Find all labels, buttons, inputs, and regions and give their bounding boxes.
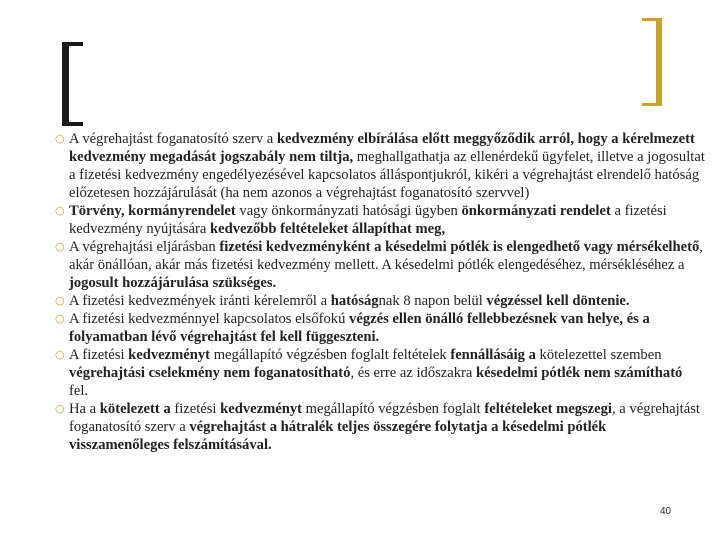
ring-bullet-icon: ○ [55, 294, 65, 307]
ring-bullet-icon: ○ [55, 204, 65, 217]
bold-text: végrehajtási cselekmény nem foganatosítható [69, 365, 351, 381]
bold-text: kedvezőbb feltételeket állapíthat meg, [210, 221, 446, 237]
ring-bullet-icon: ○ [55, 132, 65, 145]
body-text: A végrehajtási eljárásban [69, 239, 220, 255]
ring-bullet-icon: ○ [55, 312, 65, 325]
body-text: fizetési [170, 401, 221, 417]
bold-text: jogosult hozzájárulása szükséges. [69, 275, 277, 291]
ring-bullet-icon: ○ [55, 240, 65, 253]
body-text: Ha a [69, 401, 100, 417]
bold-text: végzéssel kell döntenie. [486, 293, 630, 309]
bold-text: kedvezményt [128, 347, 211, 363]
bold-text: kedvezményt [220, 401, 303, 417]
body-text: megállapító végzésben foglalt [302, 401, 485, 417]
bold-text: késedelmi pótlék nem számítható [476, 365, 683, 381]
bold-text: önkormányzati rendelet [461, 203, 611, 219]
body-text: kötelezettel szemben [535, 347, 662, 363]
list-item [55, 292, 705, 310]
bullet-list [55, 130, 705, 454]
body-text: a fizetési kedvezmény nyújtására [69, 203, 667, 237]
body-text: megállapító végzésben foglalt feltételek [210, 347, 451, 363]
body-text: , és erre az időszakra [350, 365, 477, 381]
body-text: meghallgathatja az ellenérdekű ügyfelet, illetve a jogosultat a fizetési kedvezmény engedélyezésével kapcsolatos álláspontjukról, kikéri a végrehajtást elrendelő hatóság előzetesen hozzájárulását (ha nem azonos a végrehajtást foganatosító szervvel) [69, 149, 705, 201]
bold-text: kötelezett a [99, 401, 171, 417]
bold-text: fennállásáig a [450, 347, 536, 363]
ring-bullet-icon: ○ [55, 348, 65, 361]
bold-text: fizetési kedvezményként a késedelmi pótlék is elengedhető vagy mérsékelhető [219, 239, 700, 255]
body-text: , a végrehajtást foganatosító szerv a [69, 401, 700, 435]
left-bracket-decoration [62, 42, 83, 126]
right-bracket-decoration [642, 18, 662, 106]
body-text: , akár önállóan, akár más fizetési kedvezmény mellett. A késedelmi pótlék elengedéséhez, mérsékléséhez a [69, 239, 703, 273]
body-text: fel. [69, 383, 89, 399]
list-item [55, 310, 705, 346]
body-text: nak 8 napon belül [378, 293, 487, 309]
page-number: 40 [660, 506, 672, 517]
bold-text: Törvény, kormányrendelet [69, 203, 236, 219]
ring-bullet-icon: ○ [55, 402, 65, 415]
body-text: A végrehajtást foganatosító szerv a [69, 131, 277, 147]
list-item [55, 130, 705, 202]
body-text: A fizetési kedvezménnyel kapcsolatos elsőfokú [69, 311, 350, 327]
bold-text: feltételeket megszegi [484, 401, 612, 417]
list-item [55, 346, 705, 400]
list-item [55, 202, 705, 238]
list-item [55, 238, 705, 292]
list-item [55, 400, 705, 454]
bold-text: hatóság [330, 293, 379, 309]
bold-text: végrehajtást a hátralék teljes összegére folytatja a késedelmi pótlék visszamenőleges felszámításával. [69, 419, 607, 453]
body-text: A fizetési kedvezmények iránti kérelemről a [69, 293, 331, 309]
body-text: A fizetési [69, 347, 129, 363]
bold-text: végzés ellen önálló fellebbezésnek van helye, és a folyamatban lévő végrehajtást fel kell függeszteni. [69, 311, 650, 345]
bold-text: kedvezmény elbírálása előtt meggyőződik arról, hogy a kérelmezett kedvezmény megadását jogszabály nem tiltja, [69, 131, 695, 165]
body-text: vagy önkormányzati hatósági ügyben [235, 203, 462, 219]
